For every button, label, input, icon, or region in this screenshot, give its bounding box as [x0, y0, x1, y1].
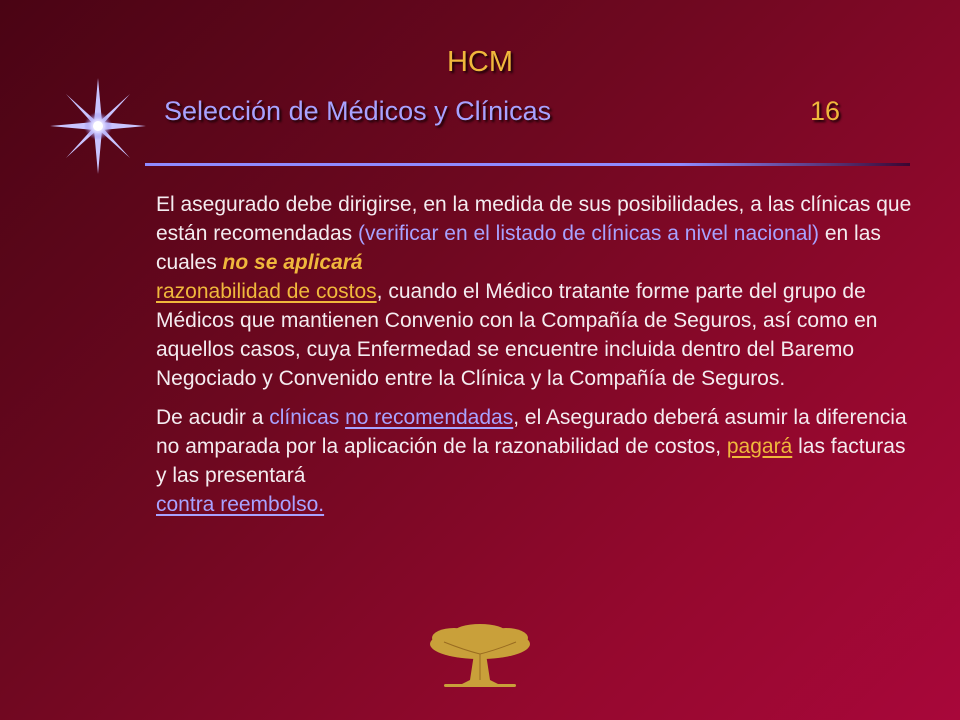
pagara-link[interactable]: pagará [726, 435, 793, 458]
razonabilidad-link[interactable]: razonabilidad de costos [156, 280, 377, 303]
text-segment: , el Asegurado deberá asumir la diferencia no amparada por la aplicación de la razonabilidad de costos, [156, 406, 907, 458]
text-segment: en las cuales [156, 222, 881, 274]
no-recomendadas-link[interactable]: no recomendadas [345, 406, 514, 429]
slide-body [156, 190, 916, 529]
slide-subtitle: Selección de Médicos y Clínicas [164, 96, 552, 126]
paragraph-recommended-clinics [156, 190, 916, 393]
clinicas-highlight: clínicas [269, 406, 340, 429]
text-segment: las facturas y las presentará [156, 435, 906, 487]
star-burst-icon [50, 78, 146, 174]
title-divider [145, 163, 910, 166]
emphasis-text: no se aplicará [222, 251, 363, 274]
tree-logo-icon [424, 624, 536, 690]
contra-reembolso-link[interactable]: contra reembolso. [156, 493, 325, 516]
paragraph-non-recommended [156, 403, 916, 519]
text-segment: De acudir a [156, 406, 270, 429]
listing-note: (verificar en el listado de clínicas a nivel nacional) [357, 222, 820, 245]
page-title: HCM [446, 46, 514, 78]
text-segment: , cuando el Médico tratante forme parte del grupo de Médicos que mantienen Convenio con la Compañía de Seguros, así como en aquellos casos, cuya Enfermedad se encuentre incluida dentro del Baremo Negociado y Convenido entre la Clínica y la Compañía de Seguros. [156, 280, 878, 390]
page-number: 16 [810, 96, 841, 126]
text-segment: El asegurado debe dirigirse, en la medida de sus posibilidades, a las clínicas que están recomendadas [156, 193, 912, 245]
